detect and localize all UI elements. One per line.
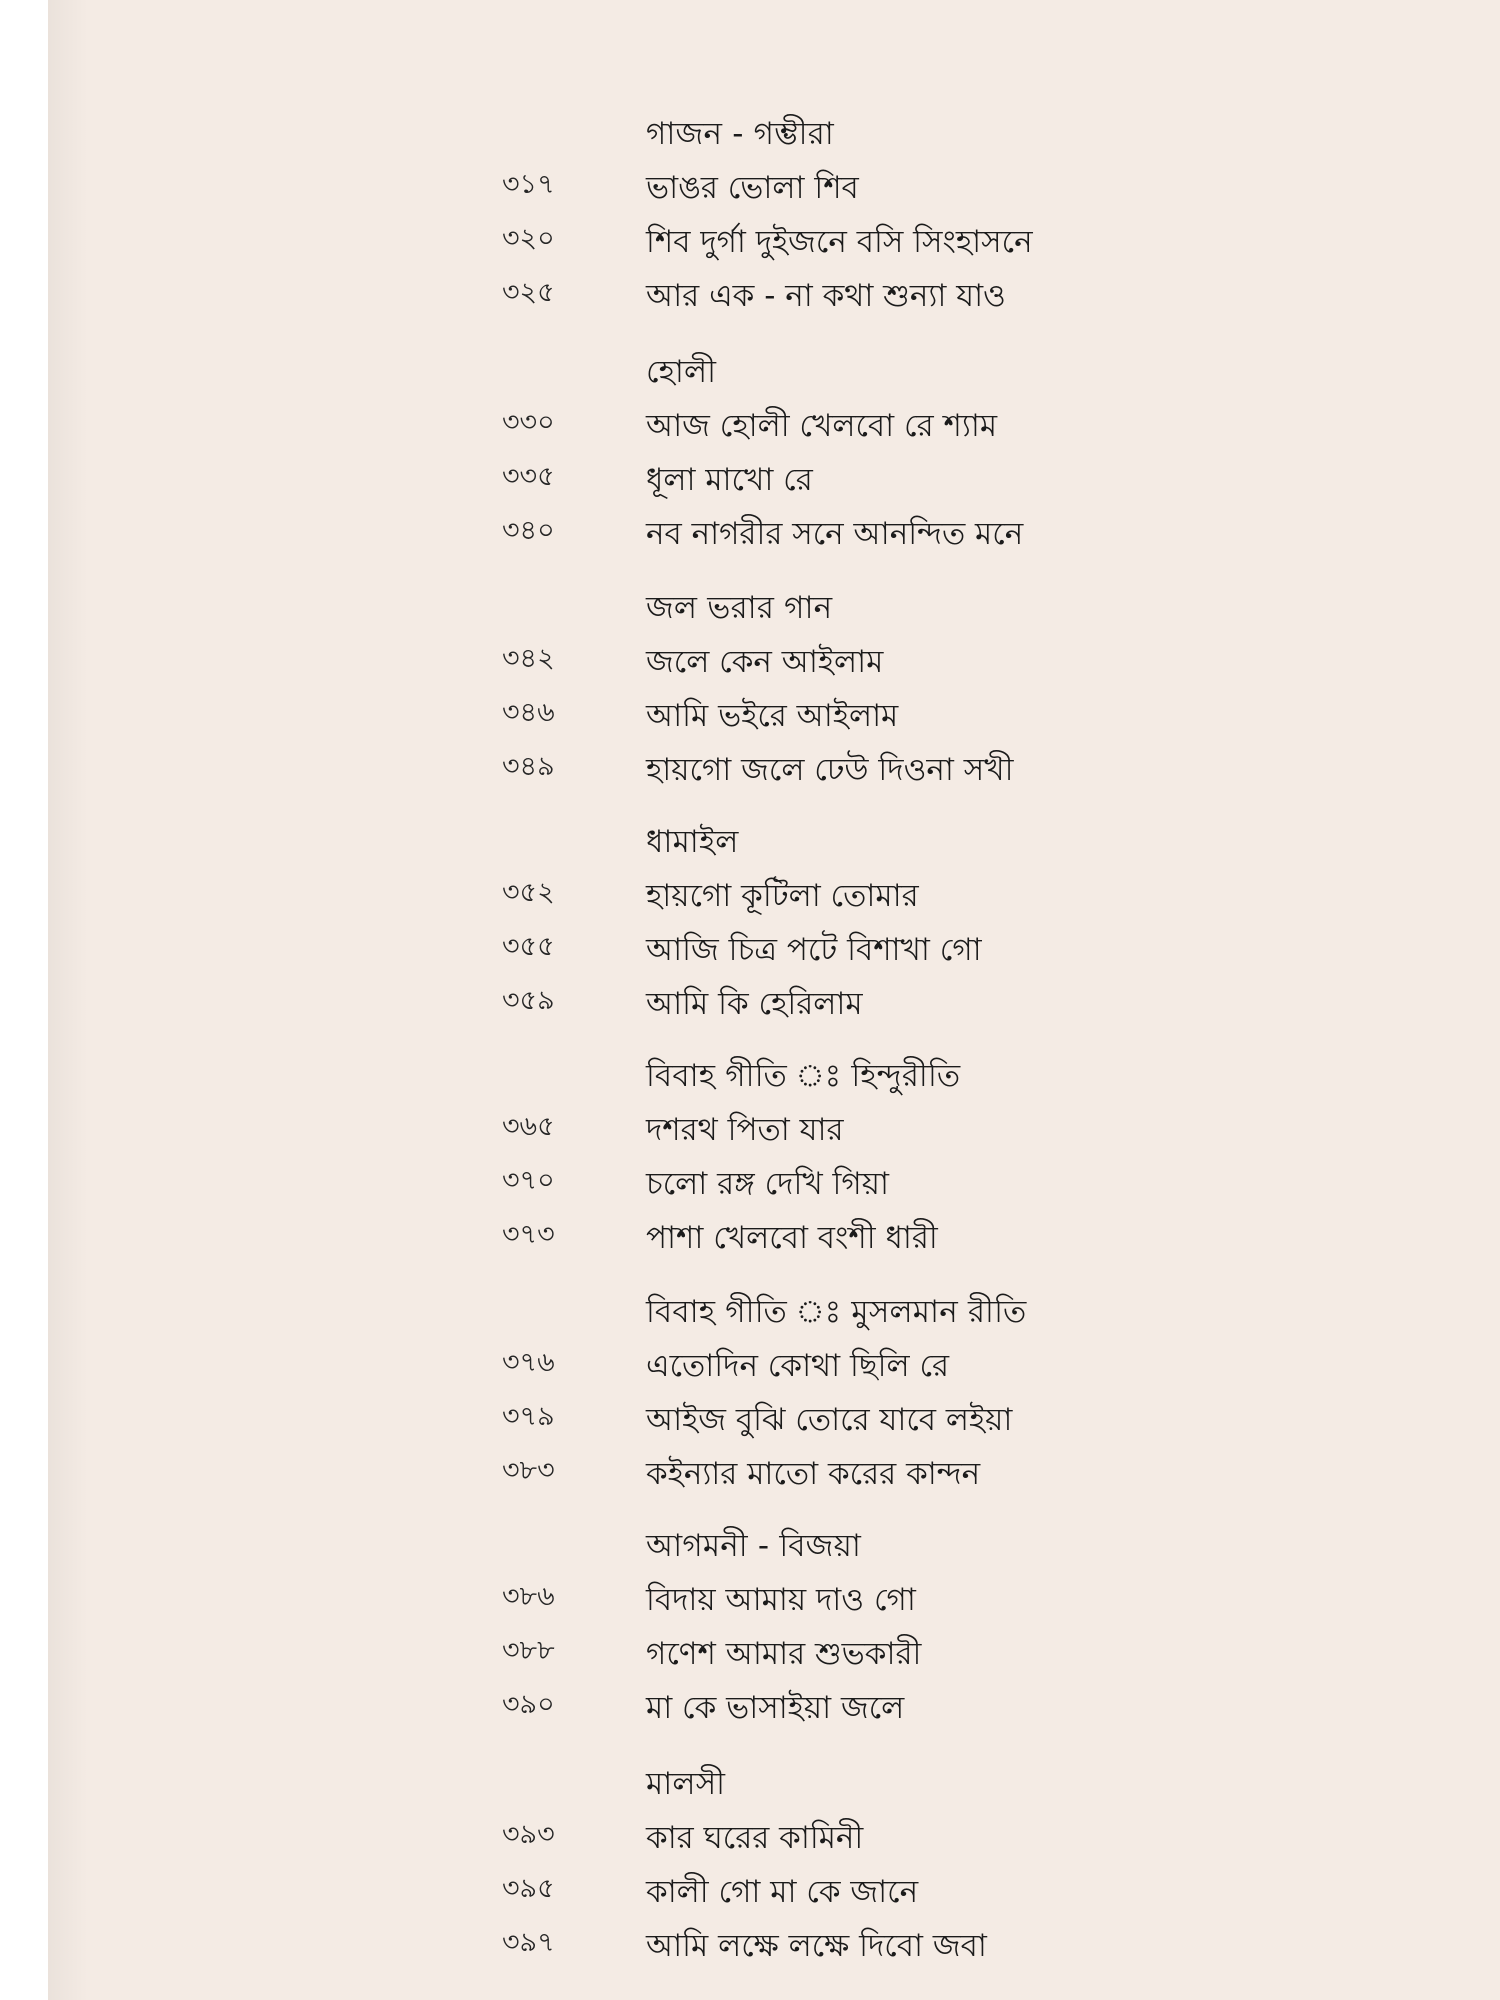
entry-page-number: ৩৫৫: [502, 931, 555, 962]
toc-entry: [48, 1160, 1500, 1204]
section-heading: ধামাইল: [646, 824, 739, 860]
entry-title: বিদায় আমায় দাও গো: [646, 1582, 916, 1618]
entry-page-number: ৩১৭: [502, 169, 555, 200]
toc-entry: [48, 402, 1500, 446]
entry-title: দশরথ পিতা যার: [646, 1112, 844, 1148]
entry-page-number: ৩৩৫: [502, 461, 555, 492]
entry-title: চলো রঙ্গ দেখি গিয়া: [646, 1166, 889, 1202]
toc-entry: [48, 510, 1500, 554]
entry-page-number: ৩৪৬: [502, 697, 555, 728]
entry-page-number: ৩৯৩: [502, 1819, 555, 1850]
entry-title: আমি লক্ষে লক্ষে দিবো জবা: [646, 1928, 987, 1964]
toc-entry: [48, 1922, 1500, 1966]
section-heading: হোলী: [646, 354, 717, 390]
entry-title: শিব দুর্গা দুইজনে বসি সিংহাসনে: [646, 224, 1033, 260]
entry-title: ধূলা মাখো রে: [646, 462, 813, 498]
toc-entry: [48, 1106, 1500, 1150]
entry-page-number: ৩৭০: [502, 1165, 555, 1196]
toc-entry: [48, 980, 1500, 1024]
entry-title: হায়গো জলে ঢেউ দিওনা সখী: [646, 752, 1014, 788]
entry-page-number: ৩২৫: [502, 277, 555, 308]
toc-entry: [48, 164, 1500, 208]
section-heading: বিবাহ গীতি ঃ মুসলমান রীতি: [646, 1294, 1027, 1330]
entry-page-number: ৩৫৯: [502, 985, 555, 1016]
toc-entry: [48, 1214, 1500, 1258]
entry-title: জলে কেন আইলাম: [646, 644, 884, 680]
entry-page-number: ৩৭৯: [502, 1401, 555, 1432]
entry-page-number: ৩৭৬: [502, 1347, 555, 1378]
toc-entry: [48, 1814, 1500, 1858]
entry-title: কইন্যার মাতো করের কান্দন: [646, 1456, 981, 1492]
entry-page-number: ৩৩০: [502, 407, 555, 438]
entry-title: আমি ভইরে আইলাম: [646, 698, 899, 734]
entry-title: আমি কি হেরিলাম: [646, 986, 863, 1022]
toc-entry: [48, 272, 1500, 316]
toc-entry: [48, 1868, 1500, 1912]
toc-entry: [48, 1342, 1500, 1386]
entry-title: পাশা খেলবো বংশী ধারী: [646, 1220, 938, 1256]
entry-title: হায়গো কূটিলা তোমার: [646, 878, 919, 914]
section-heading: বিবাহ গীতি ঃ হিন্দুরীতি: [646, 1058, 961, 1094]
entry-page-number: ৩২০: [502, 223, 555, 254]
toc-entry: [48, 1576, 1500, 1620]
section-heading: আগমনী - বিজয়া: [646, 1528, 862, 1564]
toc-entry: [48, 1450, 1500, 1494]
toc-entry: [48, 746, 1500, 790]
entry-title: আজ হোলী খেলবো রে শ্যাম: [646, 408, 998, 444]
toc-entry: [48, 638, 1500, 682]
entry-page-number: ৩৮৩: [502, 1455, 555, 1486]
entry-title: আজি চিত্র পটে বিশাখা গো: [646, 932, 982, 968]
entry-page-number: ৩৬৫: [502, 1111, 555, 1142]
document-page: [48, 0, 1500, 2000]
entry-page-number: ৩৫২: [502, 877, 555, 908]
toc-entry: [48, 1684, 1500, 1728]
entry-title: ভাঙর ভোলা শিব: [646, 170, 859, 206]
section-heading: জল ভরার গান: [646, 590, 833, 626]
toc-entry: [48, 1396, 1500, 1440]
toc-entry: [48, 456, 1500, 500]
toc-entry: [48, 926, 1500, 970]
entry-page-number: ৩৭৩: [502, 1219, 555, 1250]
entry-title: আইজ বুঝি তোরে যাবে লইয়া: [646, 1402, 1013, 1438]
entry-title: গণেশ আমার শুভকারী: [646, 1636, 922, 1672]
entry-title: আর এক - না কথা শুন্যা যাও: [646, 278, 1006, 314]
entry-page-number: ৩৯৭: [502, 1927, 555, 1958]
entry-page-number: ৩৮৬: [502, 1581, 555, 1612]
entry-page-number: ৩৪৯: [502, 751, 555, 782]
entry-page-number: ৩৪০: [502, 515, 555, 546]
section-heading: গাজন - গম্ভীরা: [646, 116, 834, 152]
entry-title: কার ঘরের কামিনী: [646, 1820, 864, 1856]
entry-page-number: ৩৯৫: [502, 1873, 555, 1904]
entry-page-number: ৩৯০: [502, 1689, 555, 1720]
toc-entry: [48, 692, 1500, 736]
toc-entry: [48, 218, 1500, 262]
entry-title: কালী গো মা কে জানে: [646, 1874, 919, 1910]
entry-page-number: ৩৪২: [502, 643, 555, 674]
entry-title: মা কে ভাসাইয়া জলে: [646, 1690, 905, 1726]
entry-title: এতোদিন কোথা ছিলি রে: [646, 1348, 950, 1384]
entry-title: নব নাগরীর সনে আনন্দিত মনে: [646, 516, 1024, 552]
section-heading: মালসী: [646, 1766, 726, 1802]
toc-entry: [48, 1630, 1500, 1674]
entry-page-number: ৩৮৮: [502, 1635, 555, 1666]
toc-entry: [48, 872, 1500, 916]
